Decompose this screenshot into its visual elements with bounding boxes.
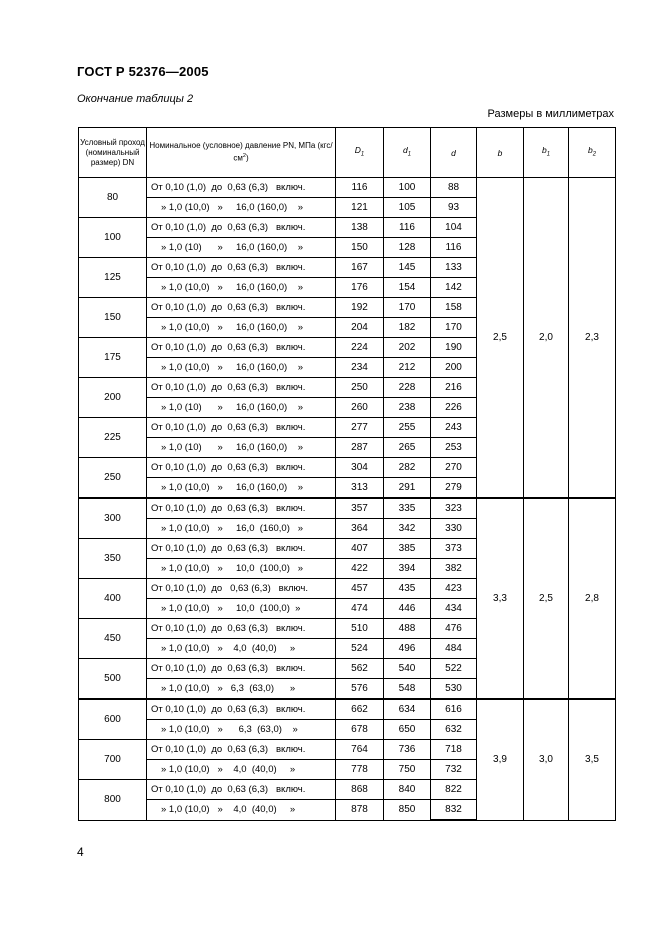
header-d: d (431, 128, 477, 178)
b2-group-value-cell: 2,3 (569, 178, 616, 499)
b1-group-value-cell: 3,0 (524, 699, 569, 820)
pressure-range-cell: » 1,0 (10) » 16,0 (160,0) » (147, 238, 336, 258)
pressure-range-cell: » 1,0 (10,0) » 16,0 (160,0) » (147, 519, 336, 539)
d1-value-cell: 435 (384, 579, 431, 599)
pressure-range-cell: » 1,0 (10,0) » 16,0 (160,0) » (147, 318, 336, 338)
table-header-row (79, 128, 616, 178)
D1-value-cell: 764 (336, 740, 384, 760)
d1-value-cell: 540 (384, 659, 431, 679)
d1-value-cell: 736 (384, 740, 431, 760)
b2-group-value-cell: 3,5 (569, 699, 616, 820)
dn-cell: 700 (79, 740, 147, 780)
pressure-range-cell: » 1,0 (10,0) » 6,3 (63,0) » (147, 679, 336, 700)
pressure-range-cell: От 0,10 (1,0) до 0,63 (6,3) включ. (147, 258, 336, 278)
pressure-range-cell: » 1,0 (10,0) » 16,0 (160,0) » (147, 198, 336, 218)
header-D1: $D_1$ (336, 128, 384, 178)
page-number: 4 (77, 845, 84, 859)
d-value-cell: 718 (431, 740, 477, 760)
d-value-cell: 104 (431, 218, 477, 238)
D1-value-cell: 357 (336, 498, 384, 519)
D1-value-cell: 524 (336, 639, 384, 659)
d1-value-cell: 496 (384, 639, 431, 659)
table-row (79, 699, 616, 720)
d-value-cell: 142 (431, 278, 477, 298)
pressure-range-cell: От 0,10 (1,0) до 0,63 (6,3) включ. (147, 498, 336, 519)
d-value-cell: 116 (431, 238, 477, 258)
d-value-cell: 423 (431, 579, 477, 599)
pressure-range-cell: От 0,10 (1,0) до 0,63 (6,3) включ. (147, 418, 336, 438)
D1-value-cell: 250 (336, 378, 384, 398)
d-value-cell: 133 (431, 258, 477, 278)
d1-value-cell: 212 (384, 358, 431, 378)
header-d1: $d_1$ (384, 128, 431, 178)
d1-value-cell: 548 (384, 679, 431, 700)
d1-value-cell: 840 (384, 780, 431, 800)
d-value-cell: 732 (431, 760, 477, 780)
table-continuation-caption: Окончание таблицы 2 (77, 93, 194, 105)
D1-value-cell: 510 (336, 619, 384, 639)
D1-value-cell: 868 (336, 780, 384, 800)
d1-value-cell: 446 (384, 599, 431, 619)
pressure-range-cell: От 0,10 (1,0) до 0,63 (6,3) включ. (147, 659, 336, 679)
d-value-cell: 190 (431, 338, 477, 358)
dn-cell: 200 (79, 378, 147, 418)
d1-value-cell: 170 (384, 298, 431, 318)
D1-value-cell: 224 (336, 338, 384, 358)
D1-value-cell: 192 (336, 298, 384, 318)
table-row (79, 498, 616, 519)
b-group-value-cell: 3,9 (477, 699, 524, 820)
b1-group-value-cell: 2,5 (524, 498, 569, 699)
pressure-range-cell: От 0,10 (1,0) до 0,63 (6,3) включ. (147, 699, 336, 720)
d1-value-cell: 154 (384, 278, 431, 298)
dn-cell: 175 (79, 338, 147, 378)
header-b1: $b_1$ (524, 128, 569, 178)
dn-cell: 250 (79, 458, 147, 499)
d-value-cell: 476 (431, 619, 477, 639)
D1-value-cell: 364 (336, 519, 384, 539)
pressure-range-cell: » 1,0 (10,0) » 10,0 (100,0) » (147, 599, 336, 619)
d1-value-cell: 634 (384, 699, 431, 720)
pressure-range-cell: » 1,0 (10,0) » 4,0 (40,0) » (147, 760, 336, 780)
header-pn-end: ) (245, 153, 249, 163)
d-value-cell: 616 (431, 699, 477, 720)
header-dn: Условный проход (номинальный размер) DN (79, 128, 147, 178)
D1-value-cell: 778 (336, 760, 384, 780)
table-row (79, 178, 616, 198)
d-value-cell: 484 (431, 639, 477, 659)
d1-value-cell: 750 (384, 760, 431, 780)
table-body (79, 178, 616, 821)
D1-value-cell: 304 (336, 458, 384, 478)
b1-group-value-cell: 2,0 (524, 178, 569, 499)
header-pn-sup: 2 (242, 153, 246, 160)
d-value-cell: 93 (431, 198, 477, 218)
d-value-cell: 522 (431, 659, 477, 679)
d-value-cell: 382 (431, 559, 477, 579)
d-value-cell: 279 (431, 478, 477, 499)
D1-value-cell: 313 (336, 478, 384, 499)
d1-value-cell: 255 (384, 418, 431, 438)
d1-value-cell: 128 (384, 238, 431, 258)
pressure-range-cell: От 0,10 (1,0) до 0,63 (6,3) включ. (147, 740, 336, 760)
dn-cell: 600 (79, 699, 147, 740)
D1-value-cell: 422 (336, 559, 384, 579)
d-value-cell: 88 (431, 178, 477, 198)
D1-value-cell: 138 (336, 218, 384, 238)
pressure-range-cell: » 1,0 (10,0) » 16,0 (160,0) » (147, 478, 336, 499)
D1-value-cell: 287 (336, 438, 384, 458)
d1-value-cell: 850 (384, 800, 431, 821)
d1-value-cell: 265 (384, 438, 431, 458)
header-pn (147, 128, 336, 178)
dn-cell: 300 (79, 498, 147, 539)
d-value-cell: 822 (431, 780, 477, 800)
D1-value-cell: 204 (336, 318, 384, 338)
d-value-cell: 323 (431, 498, 477, 519)
d1-value-cell: 238 (384, 398, 431, 418)
dn-cell: 400 (79, 579, 147, 619)
D1-value-cell: 662 (336, 699, 384, 720)
pressure-range-cell: » 1,0 (10,0) » 4,0 (40,0) » (147, 639, 336, 659)
d1-value-cell: 100 (384, 178, 431, 198)
pressure-range-cell: » 1,0 (10,0) » 10,0 (100,0) » (147, 559, 336, 579)
D1-value-cell: 260 (336, 398, 384, 418)
d1-value-cell: 116 (384, 218, 431, 238)
units-note: Размеры в миллиметрах (487, 108, 614, 120)
pressure-range-cell: » 1,0 (10,0) » 16,0 (160,0) » (147, 278, 336, 298)
D1-value-cell: 150 (336, 238, 384, 258)
header-b2: $b_2$ (569, 128, 616, 178)
pressure-range-cell: От 0,10 (1,0) до 0,63 (6,3) включ. (147, 780, 336, 800)
pressure-range-cell: От 0,10 (1,0) до 0,63 (6,3) включ. (147, 178, 336, 198)
D1-value-cell: 878 (336, 800, 384, 821)
d1-value-cell: 650 (384, 720, 431, 740)
d1-value-cell: 202 (384, 338, 431, 358)
d-value-cell: 200 (431, 358, 477, 378)
dn-cell: 800 (79, 780, 147, 821)
dn-cell: 500 (79, 659, 147, 700)
document-title: ГОСТ Р 52376—2005 (77, 64, 209, 79)
d-value-cell: 330 (431, 519, 477, 539)
dn-cell: 125 (79, 258, 147, 298)
D1-value-cell: 562 (336, 659, 384, 679)
d1-value-cell: 105 (384, 198, 431, 218)
d-value-cell: 832 (431, 800, 477, 821)
D1-value-cell: 277 (336, 418, 384, 438)
d1-value-cell: 335 (384, 498, 431, 519)
d-value-cell: 632 (431, 720, 477, 740)
dn-cell: 450 (79, 619, 147, 659)
pressure-range-cell: » 1,0 (10) » 16,0 (160,0) » (147, 398, 336, 418)
d1-value-cell: 182 (384, 318, 431, 338)
dn-cell: 350 (79, 539, 147, 579)
d-value-cell: 243 (431, 418, 477, 438)
d1-value-cell: 385 (384, 539, 431, 559)
pressure-range-cell: » 1,0 (10,0) » 4,0 (40,0) » (147, 800, 336, 821)
D1-value-cell: 234 (336, 358, 384, 378)
d-value-cell: 530 (431, 679, 477, 700)
dn-cell: 80 (79, 178, 147, 218)
pressure-range-cell: От 0,10 (1,0) до 0,63 (6,3) включ. (147, 218, 336, 238)
pressure-range-cell: От 0,10 (1,0) до 0,63 (6,3) включ. (147, 539, 336, 559)
pressure-range-cell: От 0,10 (1,0) до 0,63 (6,3) включ. (147, 579, 336, 599)
pressure-range-cell: От 0,10 (1,0) до 0,63 (6,3) включ. (147, 338, 336, 358)
d-value-cell: 270 (431, 458, 477, 478)
d1-value-cell: 342 (384, 519, 431, 539)
d1-value-cell: 282 (384, 458, 431, 478)
dn-cell: 150 (79, 298, 147, 338)
D1-value-cell: 167 (336, 258, 384, 278)
d1-value-cell: 228 (384, 378, 431, 398)
pressure-range-cell: От 0,10 (1,0) до 0,63 (6,3) включ. (147, 298, 336, 318)
D1-value-cell: 457 (336, 579, 384, 599)
pressure-range-cell: » 1,0 (10,0) » 6,3 (63,0) » (147, 720, 336, 740)
flange-dimensions-table (78, 127, 616, 821)
D1-value-cell: 121 (336, 198, 384, 218)
d1-value-cell: 394 (384, 559, 431, 579)
dn-cell: 100 (79, 218, 147, 258)
pressure-range-cell: » 1,0 (10) » 16,0 (160,0) » (147, 438, 336, 458)
D1-value-cell: 176 (336, 278, 384, 298)
D1-value-cell: 407 (336, 539, 384, 559)
d-value-cell: 216 (431, 378, 477, 398)
pressure-range-cell: От 0,10 (1,0) до 0,63 (6,3) включ. (147, 619, 336, 639)
d-value-cell: 373 (431, 539, 477, 559)
pressure-range-cell: » 1,0 (10,0) » 16,0 (160,0) » (147, 358, 336, 378)
d1-value-cell: 145 (384, 258, 431, 278)
d1-value-cell: 291 (384, 478, 431, 499)
D1-value-cell: 678 (336, 720, 384, 740)
d-value-cell: 253 (431, 438, 477, 458)
d-value-cell: 158 (431, 298, 477, 318)
pressure-range-cell: От 0,10 (1,0) до 0,63 (6,3) включ. (147, 458, 336, 478)
b2-group-value-cell: 2,8 (569, 498, 616, 699)
d-value-cell: 226 (431, 398, 477, 418)
pressure-range-cell: От 0,10 (1,0) до 0,63 (6,3) включ. (147, 378, 336, 398)
b-group-value-cell: 2,5 (477, 178, 524, 499)
d1-value-cell: 488 (384, 619, 431, 639)
dn-cell: 225 (79, 418, 147, 458)
D1-value-cell: 116 (336, 178, 384, 198)
D1-value-cell: 474 (336, 599, 384, 619)
b-group-value-cell: 3,3 (477, 498, 524, 699)
header-b: b (477, 128, 524, 178)
d-value-cell: 170 (431, 318, 477, 338)
D1-value-cell: 576 (336, 679, 384, 700)
header-pn-text: Номинальное (условное) давление PN, МПа (кгс/см (149, 141, 333, 163)
d-value-cell: 434 (431, 599, 477, 619)
